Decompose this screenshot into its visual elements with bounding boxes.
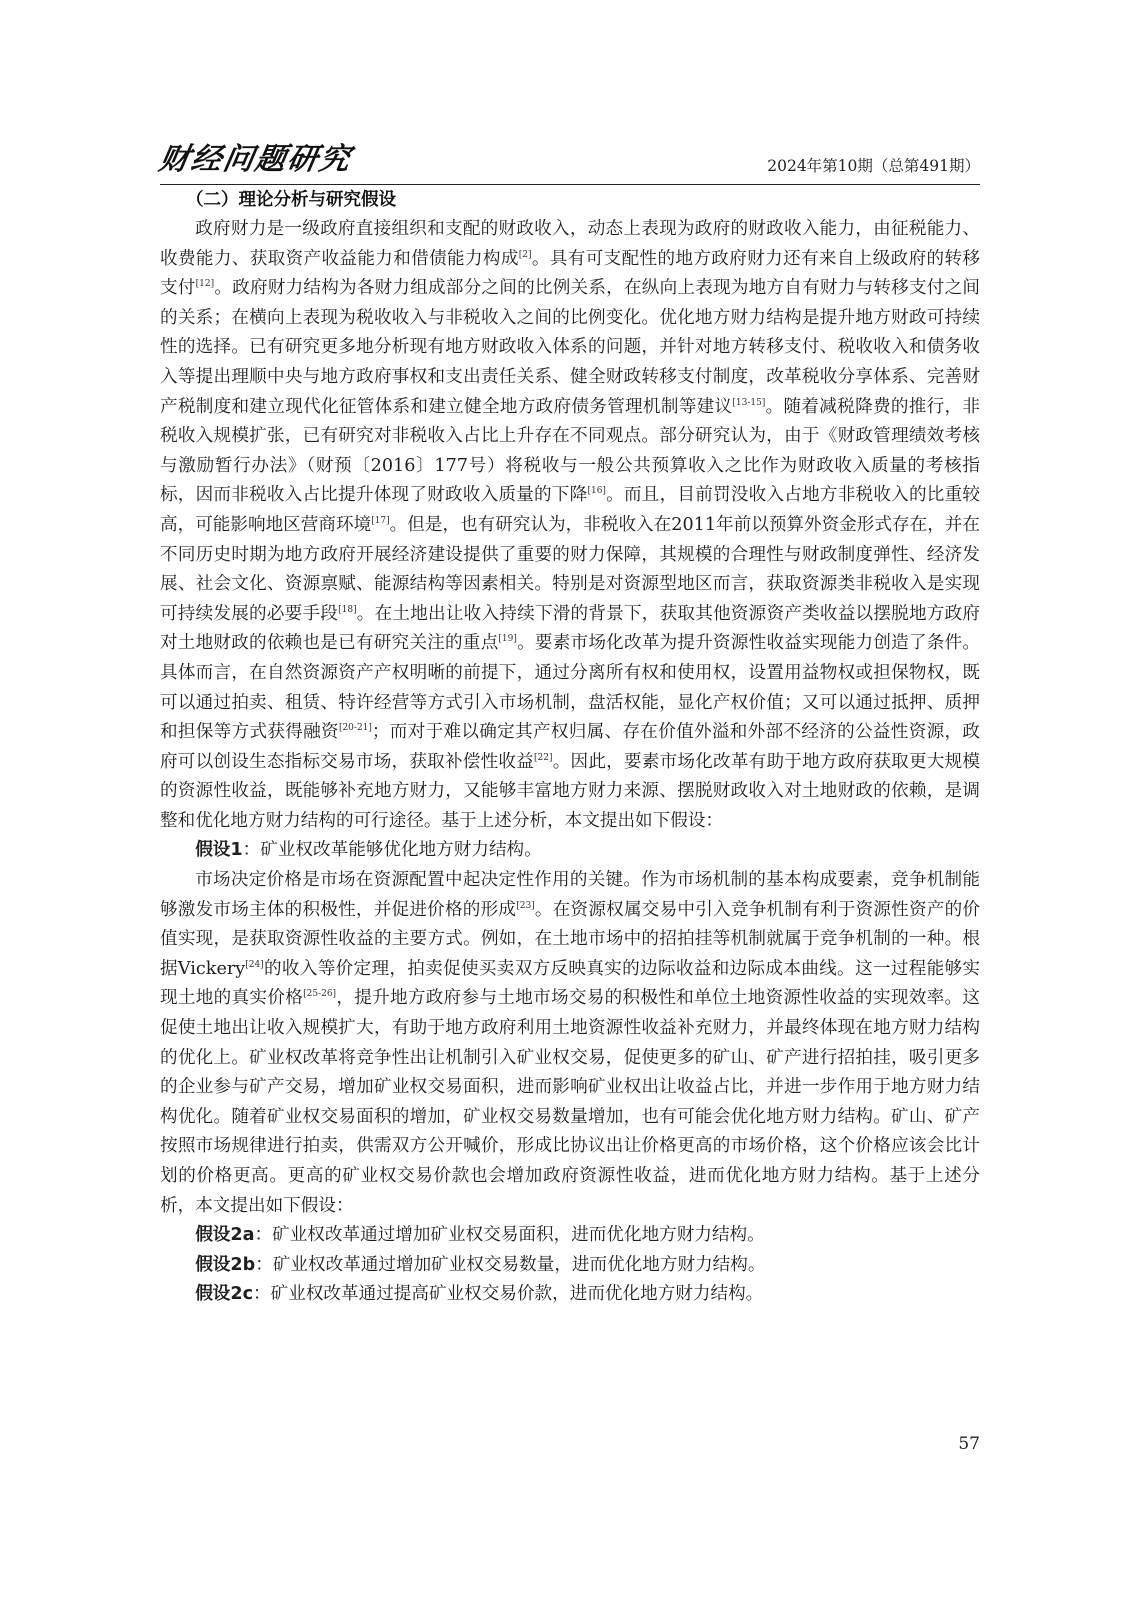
hypothesis-label: 假设2a [195, 1225, 255, 1246]
paragraph-text: 。在土地出让收入持续下滑的背景下，获取其他资源资产类收益以摆脱地方政府对土地财政的依赖也是已有研究关注的重点 [160, 603, 980, 654]
page-number: 57 [958, 1434, 980, 1454]
page-header [156, 140, 980, 185]
article-body [160, 186, 980, 1310]
hypothesis-1 [160, 836, 980, 866]
paragraph-text: 。因此，要素市场化改革有助于地方政府获取更大规模的资源性收益，既能够补充地方财力，又能够丰富地方财力来源、摆脱财政收入对土地财政的依赖，是调整和优化地方财力结构的可行途径。基于上述分析，本文提出如下假设： [160, 751, 980, 831]
hypothesis-label: 假设2c [195, 1284, 254, 1305]
hypothesis-text: ：矿业权改革能够优化地方财力结构。 [242, 840, 542, 861]
citation-ref: [17] [371, 516, 390, 527]
citation-ref: [23] [516, 900, 535, 911]
paragraph [160, 866, 980, 1221]
paragraph [160, 215, 980, 836]
hypothesis-text: ：矿业权改革通过增加矿业权交易数量，进而优化地方财力结构。 [255, 1254, 766, 1275]
citation-ref: [20-21] [338, 723, 372, 734]
paragraph-text: 的收入等价定理，拍卖促使买卖双方反映真实的边际收益和边际成本曲线。这一过程能够实现土地的真实价格 [160, 958, 980, 1009]
paragraph-text: 市场决定价格是市场在资源配置中起决定性作用的关键。作为市场机制的基本构成要素，竞争机制能够激发市场主体的积极性，并促进价格的形成 [160, 870, 980, 920]
journal-logo: 财经问题研究 [156, 142, 355, 177]
citation-ref: [16] [587, 486, 606, 497]
citation-ref: [2] [518, 249, 532, 260]
paragraph-text: 政府财力是一级政府直接组织和支配的财政收入，动态上表现为政府的财政收入能力，由征税能力、收费能力、获取资产收益能力和借债能力构成 [160, 219, 980, 269]
paragraph-text: 。随着减税降费的推行，非税收入规模扩张，已有研究对非税收入占比上升存在不同观点。部分研究认为，由于《财政管理绩效考核与激励暂行办法》（财预〔2016〕177号）将税收与一般公共预算收入之比作为财政收入质量的考核指标，因而非税收入占比提升体现了财政收入质量的下降 [160, 396, 980, 506]
citation-ref: [19] [498, 634, 517, 645]
paragraph-text: 。政府财力结构为各财力组成部分之间的比例关系，在纵向上表现为地方自有财力与转移支付之间的关系；在横向上表现为税收收入与非税收入之间的比例变化。优化地方财力结构是提升地方财政可持续性的选择。已有研究更多地分析现有地方财政收入体系的问题，并针对地方转移支付、税收收入和债务收入等提出理顺中央与地方政府事权和支出责任关系、健全财政转移支付制度，改革税收分享体系、完善财产税制度和建立现代化征管体系和建立健全地方政府债务管理机制等建议 [160, 278, 980, 417]
citation-ref: [24] [245, 959, 264, 970]
hypothesis-text: ：矿业权改革通过增加矿业权交易面积，进而优化地方财力结构。 [254, 1225, 765, 1246]
paragraph-text: ；而对于难以确定其产权归属、存在价值外溢和外部不经济的公益性资源，政府可以创设生态指标交易市场，获取补偿性收益 [160, 722, 980, 772]
citation-ref: [25-26] [303, 989, 337, 1000]
hypothesis-label: 假设1 [195, 840, 243, 861]
hypothesis-text: ：矿业权改革通过提高矿业权交易价款，进而优化地方财力结构。 [253, 1284, 764, 1305]
citation-ref: [22] [534, 752, 553, 763]
hypothesis-2a [160, 1221, 980, 1251]
hypothesis-2c [160, 1280, 980, 1310]
citation-ref: [12] [195, 279, 215, 290]
paragraph-text: 。但是，也有研究认为，非税收入在2011年前以预算外资金形式存在，并在不同历史时期为地方政府开展经济建设提供了重要的财力保障，其规模的合理性与财政制度弹性、经济发展、社会文化、资源禀赋、能源结构等因素相关。特别是对资源型地区而言，获取资源类非税收入是实现可持续发展的必要手段 [160, 514, 980, 624]
hypothesis-label: 假设2b [195, 1254, 256, 1275]
paragraph-text: ，提升地方政府参与土地市场交易的积极性和单位土地资源性收益的实现效率。这促使土地出让收入规模扩大，有助于地方政府利用土地资源性收益补充财力，并最终体现在地方财力结构的优化上。矿业权改革将竞争性出让机制引入矿业权交易，促使更多的矿山、矿产进行招拍挂，吸引更多的企业参与矿产交易，增加矿业权交易面积，进而影响矿业权出让收益占比，并进一步作用于地方财力结构优化。随着矿业权交易面积的增加，矿业权交易数量增加，也有可能会优化地方财力结构。矿山、矿产按照市场规律进行拍卖，供需双方公开喊价，形成比协议出让价格更高的市场价格，这个价格应该会比计划的价格更高。更高的矿业权交易价款也会增加政府资源性收益，进而优化地方财力结构。基于上述分析，本文提出如下假设： [160, 988, 980, 1216]
paragraph-text: 。而且，目前罚没收入占地方非税收入的比重较高，可能影响地区营商环境 [160, 485, 980, 535]
hypothesis-2b [160, 1251, 980, 1281]
citation-ref: [13-15] [732, 397, 766, 408]
issue-info: 2024年第10期（总第491期） [767, 157, 980, 175]
citation-ref: [18] [338, 604, 357, 615]
paragraph-text: 。具有可支配性的地方政府财力还有来自上级政府的转移支付 [160, 248, 980, 299]
section-heading: （二）理论分析与研究假设 [186, 190, 396, 210]
paragraph-text: 。要素市场化改革为提升资源性收益实现能力创造了条件。具体而言，在自然资源资产产权明晰的前提下，通过分离所有权和使用权，设置用益物权或担保物权，既可以通过拍卖、租赁、特许经营等方式引入市场机制，盘活权能，显化产权价值；又可以通过抵押、质押和担保等方式获得融资 [160, 633, 980, 743]
paragraph-text: 。在资源权属交易中引入竞争机制有利于资源性资产的价值实现，是获取资源性收益的主要方式。例如，在土地市场中的招拍挂等机制就属于竞争机制的一种。根据Vickery [160, 899, 980, 979]
